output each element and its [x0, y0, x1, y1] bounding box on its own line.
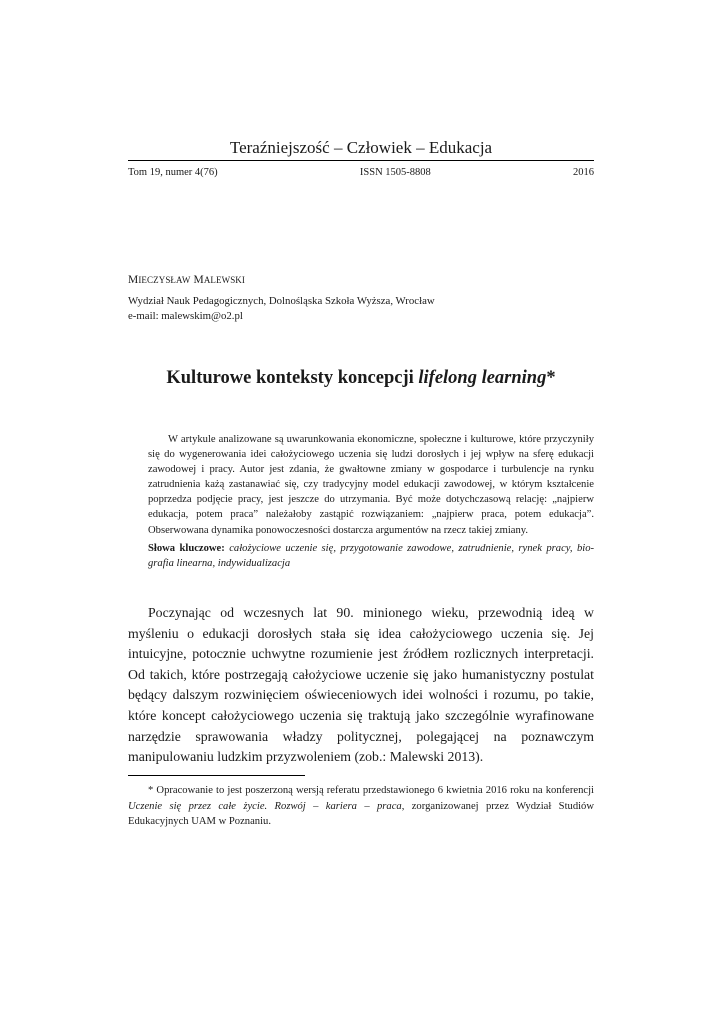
issue-info — [128, 166, 594, 180]
conference-title: Uczenie się przez całe życie. Rozwój – kariera – praca — [128, 800, 402, 812]
author-last-initial: M — [193, 274, 204, 286]
footnote — [128, 783, 594, 830]
author-name — [128, 272, 245, 288]
keyword: przygotowanie zawodowe — [340, 543, 452, 554]
keyword: całożyciowe uczenie się — [229, 543, 334, 554]
author-first-rest: IECZYSŁAW — [138, 275, 191, 285]
journal-title: Teraźniejszość – Człowiek – Edukacja — [229, 138, 493, 157]
keyword: indywidualizacja — [217, 558, 291, 570]
keyword: rynek pracy — [518, 543, 570, 554]
keywords: Słowa kluczowe: całożyciowe uczenie się, przygotowanie zawodowe, zatrudnienie, rynek pracy, biografia linearna, indywidualizacja — [148, 543, 595, 570]
footnote-divider — [128, 775, 305, 776]
author-first-initial: M — [128, 274, 139, 286]
keywords-label: Słowa kluczowe: — [148, 543, 225, 554]
volume-number: Tom 19, numer 4(76) — [128, 167, 218, 178]
article-title — [128, 366, 594, 390]
publication-year: 2016 — [573, 167, 594, 178]
footnote-marker: * — [148, 785, 154, 796]
abstract: W artykule analizowane są uwarunkowania ekonomiczne, społeczne i kulturowe, które przyczyniły się do wygenerowania idei całożyciowego uczenia się ludzi dorosłych i jej wpływ na sferę edukacji zawodowej i pracy. Autor jest zdania, że gwałtowne zmiany w gospodarce i turbulencje na rynku zatrudnienia każą zastanawiać się, czy tradycyjny model edukacji zawodowej, w którym kształcenie poprzedza podjęcie pracy, jest jeszcze do utrzymania. Być może dotychczasową relację: „najpierw edukacja, potem praca” należałoby zastąpić rozwiązaniem: „najpierw praca, potem edukacja”. Obserwowana dynamika ponowoczesności dostarcza argumentów na rzecz takiej zmiany. — [148, 434, 594, 536]
issn: ISSN 1505-8808 — [359, 167, 431, 178]
body-paragraph: Poczynając od wczesnych lat 90. minionego wieku, przewodnią ideą w myśleniu o edukacji dorosłych stała się idea całożyciowego uczenia się. Jej intuicyjne, potocznie uchwytne rozumienie jest źródłem rozlicznych interpretacji. Od takich, które postrzegają całożyciowe uczenie się jako humanistyczny postulat będący dalszym rozwinięciem oświeceniowych idei wolności i rozumu, po takie, które koncept całożyciowego uczenia się traktują jako szczególnie wyrafinowane narzędzie sprawowania władzy politycznej, polegającej na poznawczym manipulowaniu ludzkim przyzwoleniem (zob.: Malewski 2013). — [128, 605, 594, 765]
footnote-text-after: , zorganizowanej przez Wydział Studiów Edukacyjnych UAM w Poznaniu. — [128, 800, 595, 828]
title-italic: lifelong learning — [418, 368, 547, 388]
keyword: zatrudnienie — [458, 543, 512, 554]
author-affiliation: Wydział Nauk Pedagogicznych, Dolnośląska Szkoła Wyższa, Wrocław — [128, 295, 435, 307]
title-main: Kulturowe konteksty koncepcji — [166, 368, 419, 388]
author-email: e-mail: malewskim@o2.pl — [128, 310, 243, 322]
footnote-text-before: Opracowanie to jest poszerzoną wersją referatu przedstawionego 6 kwietnia 2016 roku na konferencji — [153, 785, 594, 796]
keyword: biografia linearna — [148, 543, 595, 570]
header-divider — [128, 160, 594, 161]
title-footnote-marker: * — [546, 368, 556, 388]
author-last-rest: ALEWSKI — [203, 275, 246, 285]
